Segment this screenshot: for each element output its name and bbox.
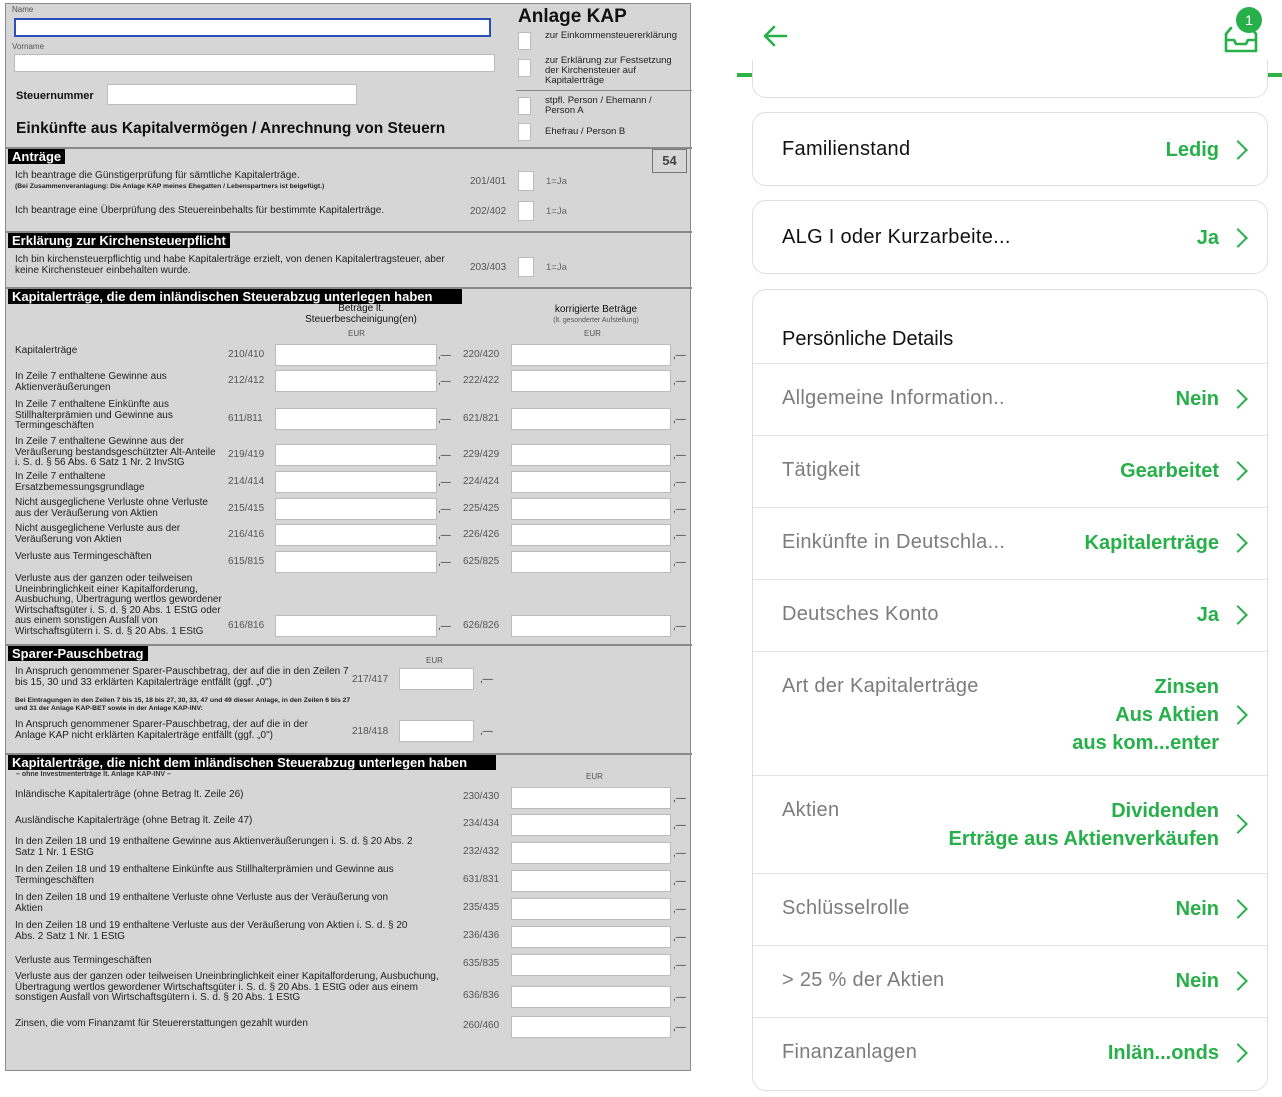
ausland-row-label: In den Zeilen 18 und 19 enthaltene Einkünfte aus Stillhalterprämien und Gewinne aus Termingeschäften	[15, 864, 394, 886]
antrag-text: Ich beantrage die Günstigerprüfung für sämtliche Kapitalerträge.	[15, 170, 300, 181]
col2-unit: EUR	[584, 329, 601, 338]
sparer-amount-1-input[interactable]	[399, 668, 474, 690]
anlage-option: zur Erklärung zur Festsetzung der Kirchensteuer auf Kapitalerträge	[545, 55, 672, 86]
corrected-amount-input[interactable]	[511, 471, 671, 493]
notification-badge: 1	[1236, 7, 1262, 33]
tax-app-screen	[737, 0, 1282, 1097]
field-code: 234/434	[463, 818, 500, 829]
familienstand-card	[752, 112, 1268, 186]
field-code: 202/402	[470, 206, 507, 217]
inland-amount-input[interactable]	[275, 370, 437, 392]
detail-row[interactable]	[753, 1017, 1267, 1089]
chevron-right-icon	[1228, 389, 1248, 409]
divider	[516, 90, 692, 91]
cent-dash: ,—	[673, 530, 686, 541]
row-value: Ja	[1196, 604, 1219, 626]
ja-hint: 1=Ja	[546, 262, 567, 273]
cent-dash: ,—	[438, 477, 451, 488]
field-code: 260/460	[463, 1020, 500, 1031]
section-antraege: Anträge	[8, 149, 65, 164]
detail-row[interactable]	[753, 945, 1267, 1017]
arrow-left-icon	[761, 22, 789, 50]
scrolled-card	[752, 60, 1268, 98]
field-code: 611/811	[228, 413, 263, 424]
inland-row-label: In Zeile 7 enthaltene Gewinne aus Aktienveräußerungen	[15, 371, 167, 393]
cent-dash: ,—	[673, 477, 686, 488]
cent-dash: ,—	[438, 557, 451, 568]
sparer-unit: EUR	[426, 656, 443, 665]
checkbox-kirchensteuer[interactable]	[518, 59, 531, 77]
row-value: Aus Aktien	[1115, 704, 1219, 726]
cent-dash: ,—	[673, 350, 686, 361]
row-value: Dividenden	[1111, 800, 1219, 822]
field-code: 217/417	[352, 674, 389, 685]
antrag-guenstigerpruefung-checkbox[interactable]	[518, 171, 534, 191]
inland-amount-input[interactable]	[275, 444, 437, 466]
alg-row[interactable]	[753, 201, 1267, 275]
row-label: ALG I oder Kurzarbeite...	[782, 226, 1011, 248]
field-code: 219/419	[228, 449, 265, 460]
ja-hint: 1=Ja	[546, 206, 567, 217]
sparer-row1-label: In Anspruch genommener Sparer-Pauschbetrag, der auf die in den Zeilen 7 bis 15, 30 und 33 erklärten Kapitalerträge entfällt (ggf. „0")	[15, 666, 349, 688]
anlage-option: zur Einkommensteuererklärung	[545, 30, 678, 41]
col2-note: (lt. gesonderter Aufstellung)	[553, 317, 639, 324]
cent-dash: ,—	[673, 932, 686, 943]
antrag-steuereinbehalt-checkbox[interactable]	[518, 201, 534, 221]
row-label: Aktien	[782, 799, 840, 821]
field-code: 218/418	[352, 726, 389, 737]
section-ausland: Kapitalerträge, die nicht dem inländischen Steuerabzug unterlegen haben	[8, 755, 496, 770]
field-code: 236/436	[463, 930, 500, 941]
row-value: Kapitalerträge	[1084, 532, 1219, 554]
personal-details-card	[752, 289, 1268, 1091]
ausland-amount-input[interactable]	[511, 898, 671, 920]
corrected-amount-input[interactable]	[511, 344, 671, 366]
ausland-amount-input[interactable]	[511, 954, 671, 976]
vorname-label: Vorname	[12, 42, 45, 51]
corrected-amount-input[interactable]	[511, 498, 671, 520]
row-label: Finanzanlagen	[782, 1041, 918, 1063]
field-code: 636/836	[463, 990, 500, 1001]
cent-dash: ,—	[673, 414, 686, 425]
field-code: 210/410	[228, 349, 265, 360]
cent-dash: ,—	[673, 557, 686, 568]
inland-amount-input[interactable]	[275, 551, 437, 573]
field-code: 201/401	[470, 176, 507, 187]
cent-dash: ,—	[673, 1022, 686, 1033]
chevron-right-icon	[1228, 814, 1248, 834]
chevron-right-icon	[1228, 605, 1248, 625]
field-code: 203/403	[470, 262, 507, 273]
row-label: Schlüsselrolle	[782, 897, 910, 919]
row-value: Nein	[1175, 898, 1219, 920]
field-code: 220/420	[463, 349, 500, 360]
detail-row[interactable]	[753, 651, 1267, 775]
cent-dash: ,—	[673, 992, 686, 1003]
chevron-right-icon	[1228, 461, 1248, 481]
row-label: Tätigkeit	[782, 459, 861, 481]
cent-dash: ,—	[673, 621, 686, 632]
row-value: Inlän...onds	[1107, 1042, 1219, 1064]
sparer-note: Bei Eintragungen in den Zeilen 7 bis 15, 18 bis 27, 30, 33, 47 und 49 dieser Anlage, in den Zeilen 6 bis 27 und 31 der Anlage KAP-BET sowie in der Anlage KAP-INV:	[15, 697, 351, 712]
ausland-row-label: In den Zeilen 18 und 19 enthaltene Verluste ohne Verluste aus der Veräußerung von Aktien	[15, 892, 389, 914]
cent-dash: ,—	[438, 376, 451, 387]
steuernummer-label: Steuernummer	[16, 90, 94, 102]
field-code: 222/422	[463, 375, 500, 386]
ausland-row-label: In den Zeilen 18 und 19 enthaltene Gewinne aus Aktienveräußerungen i. S. d. § 20 Abs. 2 Satz 1 Nr. 1 EStG	[15, 836, 413, 858]
chevron-right-icon	[1228, 140, 1248, 160]
field-code: 625/825	[463, 556, 500, 567]
sparer-row2-label: In Anspruch genommener Sparer-Pauschbetrag, der auf die in der Anlage KAP nicht erklärten Kapitalerträge entfällt (ggf. „0")	[15, 719, 308, 741]
detail-row[interactable]	[753, 775, 1267, 873]
inland-row-label: Verluste aus der ganzen oder teilweisen Uneinbringlichkeit einer Kapitalforderung, Ausbuchung, Übertragung wertlos gewordener Wirtschaftsgüter i. S. d. § 20 Abs. 1 EStG oder aus einem sonstigen Ausfall von Wirtschaftsgütern i. S. d. § 20 Abs. 1 EStG	[15, 573, 222, 637]
checkbox-person-a[interactable]	[518, 97, 531, 115]
field-code: 224/424	[463, 476, 500, 487]
col1-unit: EUR	[348, 329, 365, 338]
chevron-right-icon	[1228, 228, 1248, 248]
corrected-amount-input[interactable]	[511, 408, 671, 430]
cent-dash: ,—	[480, 674, 493, 685]
sparer-amount-2-input[interactable]	[399, 720, 474, 742]
anlage-option: stpfl. Person / Ehemann / Person A	[545, 95, 652, 116]
field-code: 214/414	[228, 476, 265, 487]
ausland-amount-input[interactable]	[511, 1016, 671, 1038]
steuernummer-input[interactable]	[107, 84, 357, 105]
detail-row[interactable]	[753, 507, 1267, 579]
detail-row[interactable]	[753, 435, 1267, 507]
cent-dash: ,—	[438, 350, 451, 361]
field-code: 216/416	[228, 529, 265, 540]
cent-dash: ,—	[438, 414, 451, 425]
inland-amount-input[interactable]	[275, 524, 437, 546]
field-code: 230/430	[463, 791, 500, 802]
cent-dash: ,—	[438, 504, 451, 515]
ausland-amount-input[interactable]	[511, 842, 671, 864]
cent-dash: ,—	[673, 793, 686, 804]
chevron-right-icon	[1228, 899, 1248, 919]
chevron-right-icon	[1228, 533, 1248, 553]
antrag-note: (Bei Zusammenveranlagung: Die Anlage KAP meines Ehegatten / Lebenspartners ist beigefügt.)	[15, 183, 325, 190]
cent-dash: ,—	[438, 530, 451, 541]
section-kirchensteuer: Erklärung zur Kirchensteuerpflicht	[8, 233, 230, 248]
ausland-row-label: Ausländische Kapitalerträge (ohne Betrag lt. Zeile 47)	[15, 815, 253, 826]
ausland-row-label: Inländische Kapitalerträge (ohne Betrag lt. Zeile 26)	[15, 789, 244, 800]
corrected-amount-input[interactable]	[511, 524, 671, 546]
detail-row[interactable]	[753, 363, 1267, 435]
row-label: Art der Kapitalerträge	[782, 675, 979, 697]
inland-amount-input[interactable]	[275, 344, 437, 366]
field-code: 626/826	[463, 620, 500, 631]
inland-amount-input[interactable]	[275, 471, 437, 493]
row-value: Nein	[1175, 970, 1219, 992]
inland-amount-input[interactable]	[275, 408, 437, 430]
row-label: > 25 % der Aktien	[782, 969, 945, 991]
vorname-input[interactable]	[14, 54, 495, 72]
row-value: Gearbeitet	[1120, 460, 1219, 482]
field-code: 226/426	[463, 529, 500, 540]
corrected-amount-input[interactable]	[511, 444, 671, 466]
name-input[interactable]	[14, 18, 491, 37]
inland-amount-input[interactable]	[275, 498, 437, 520]
field-code: 621/821	[463, 413, 500, 424]
inland-row-label: In Zeile 7 enthaltene Einkünfte aus Stillhalterprämien und Gewinne aus Termingeschäften	[15, 399, 173, 431]
anlage-option: Ehefrau / Person B	[545, 126, 626, 137]
section-inland: Kapitalerträge, die dem inländischen Steuerabzug unterlegen haben	[8, 289, 462, 304]
col2-header: korrigierte Beträge	[554, 304, 638, 315]
familienstand-row[interactable]	[753, 113, 1267, 187]
page-number: 54	[652, 149, 687, 173]
inland-row-label: Nicht ausgeglichene Verluste aus der Veräußerung von Aktien	[15, 523, 181, 545]
row-label: Allgemeine Information..	[782, 387, 1005, 409]
row-value: Ledig	[1165, 139, 1219, 161]
detail-row[interactable]	[753, 873, 1267, 945]
row-value: aus kom...enter	[1072, 732, 1219, 754]
tax-form-anlage-kap	[5, 3, 691, 1071]
ausland-row-label: Verluste aus Termingeschäften	[15, 955, 152, 966]
row-label: Deutsches Konto	[782, 603, 939, 625]
ausland-row-label: Zinsen, die vom Finanzamt für Steuererstattungen gezahlt wurden	[15, 1018, 308, 1029]
ausland-amount-input[interactable]	[511, 870, 671, 892]
chevron-right-icon	[1228, 1043, 1248, 1063]
inland-row-label: Verluste aus Termingeschäften	[15, 551, 152, 562]
chevron-right-icon	[1228, 971, 1248, 991]
cent-dash: ,—	[673, 960, 686, 971]
row-value: Nein	[1175, 388, 1219, 410]
corrected-amount-input[interactable]	[511, 370, 671, 392]
row-value: Erträge aus Aktienverkäufen	[948, 828, 1219, 850]
cent-dash: ,—	[673, 848, 686, 859]
detail-row[interactable]	[753, 579, 1267, 651]
checkbox-person-b[interactable]	[518, 123, 531, 141]
cent-dash: ,—	[673, 504, 686, 515]
ausland-amount-input[interactable]	[511, 926, 671, 948]
form-main-title: Einkünfte aus Kapitalvermögen / Anrechnung von Steuern	[16, 120, 446, 137]
kirche-text: Ich bin kirchensteuerpflichtig und habe Kapitalerträge erzielt, von denen Kapitalertragsteuer, aber keine Kirchensteuer einbehalten wurde.	[15, 254, 445, 276]
back-button[interactable]	[761, 22, 789, 50]
corrected-amount-input[interactable]	[511, 551, 671, 573]
field-code: 631/831	[463, 874, 500, 885]
field-code: 615/815	[228, 556, 265, 567]
col1-header: Beträge lt. Steuerbescheinigung(en)	[305, 303, 417, 325]
kirchensteuer-checkbox[interactable]	[518, 257, 534, 277]
ja-hint: 1=Ja	[546, 176, 567, 187]
inland-amount-input[interactable]	[275, 615, 437, 637]
ausland-unit: EUR	[586, 772, 603, 781]
row-value: Ja	[1196, 227, 1219, 249]
field-code: 616/816	[228, 620, 265, 631]
antrag-text: Ich beantrage eine Überprüfung des Steuereinbehalts für bestimmte Kapitalerträge.	[15, 205, 385, 216]
cent-dash: ,—	[480, 726, 493, 737]
field-code: 235/435	[463, 902, 500, 913]
ausland-subtitle: – ohne Investmenterträge lt. Anlage KAP-INV –	[16, 771, 171, 778]
cent-dash: ,—	[438, 450, 451, 461]
corrected-amount-input[interactable]	[511, 615, 671, 637]
cent-dash: ,—	[673, 376, 686, 387]
ausland-amount-input[interactable]	[511, 986, 671, 1008]
cent-dash: ,—	[673, 876, 686, 887]
row-value: Zinsen	[1154, 676, 1219, 698]
cent-dash: ,—	[673, 450, 686, 461]
ausland-row-label: In den Zeilen 18 und 19 enthaltene Verluste aus der Veräußerung von Aktien i. S. d. § 20 Abs. 2 Satz 1 Nr. 1 EStG	[15, 920, 408, 942]
ausland-row-label: Verluste aus der ganzen oder teilweisen Uneinbringlichkeit einer Kapitalforderung, Ausbuchung, Übertragung wertlos gewordener Wirtschaftsgüter i. S. d. § 20 Abs. 1 EStG oder aus einem sonstigen Ausfall von Wirtschaftsgütern i. S. d. § 20 Abs. 1 EStG	[15, 971, 439, 1003]
inland-row-label: Nicht ausgeglichene Verluste ohne Verluste aus der Veräußerung von Aktien	[15, 497, 208, 519]
field-code: 635/835	[463, 958, 500, 969]
field-code: 232/432	[463, 846, 500, 857]
field-code: 212/412	[228, 375, 265, 386]
name-label: Name	[12, 5, 34, 14]
field-code: 229/429	[463, 449, 500, 460]
section-sparer: Sparer-Pauschbetrag	[8, 646, 148, 661]
checkbox-einkommensteuererklaerung[interactable]	[518, 32, 531, 50]
ausland-amount-input[interactable]	[511, 787, 671, 809]
alg-card	[752, 200, 1268, 274]
field-code: 215/415	[228, 503, 265, 514]
inland-row-label: Kapitalerträge	[15, 345, 78, 356]
field-code: 225/425	[463, 503, 500, 514]
row-label: Einkünfte in Deutschla...	[782, 531, 1006, 553]
inland-row-label: In Zeile 7 enthaltene Ersatzbemessungsgrundlage	[15, 471, 145, 493]
cent-dash: ,—	[673, 820, 686, 831]
row-label: Familienstand	[782, 138, 911, 160]
chevron-right-icon	[1228, 705, 1248, 725]
inland-row-label: In Zeile 7 enthaltene Gewinne aus der Veräußerung bestandsgeschützter Alt-Anteile i. S. d. § 56 Abs. 6 Satz 1 Nr. 2 InvStG	[15, 436, 216, 468]
cent-dash: ,—	[438, 621, 451, 632]
section-title: Persönliche Details	[782, 328, 954, 350]
ausland-amount-input[interactable]	[511, 814, 671, 836]
cent-dash: ,—	[673, 904, 686, 915]
anlage-kap-title: Anlage KAP	[518, 6, 627, 27]
divider	[6, 147, 692, 149]
